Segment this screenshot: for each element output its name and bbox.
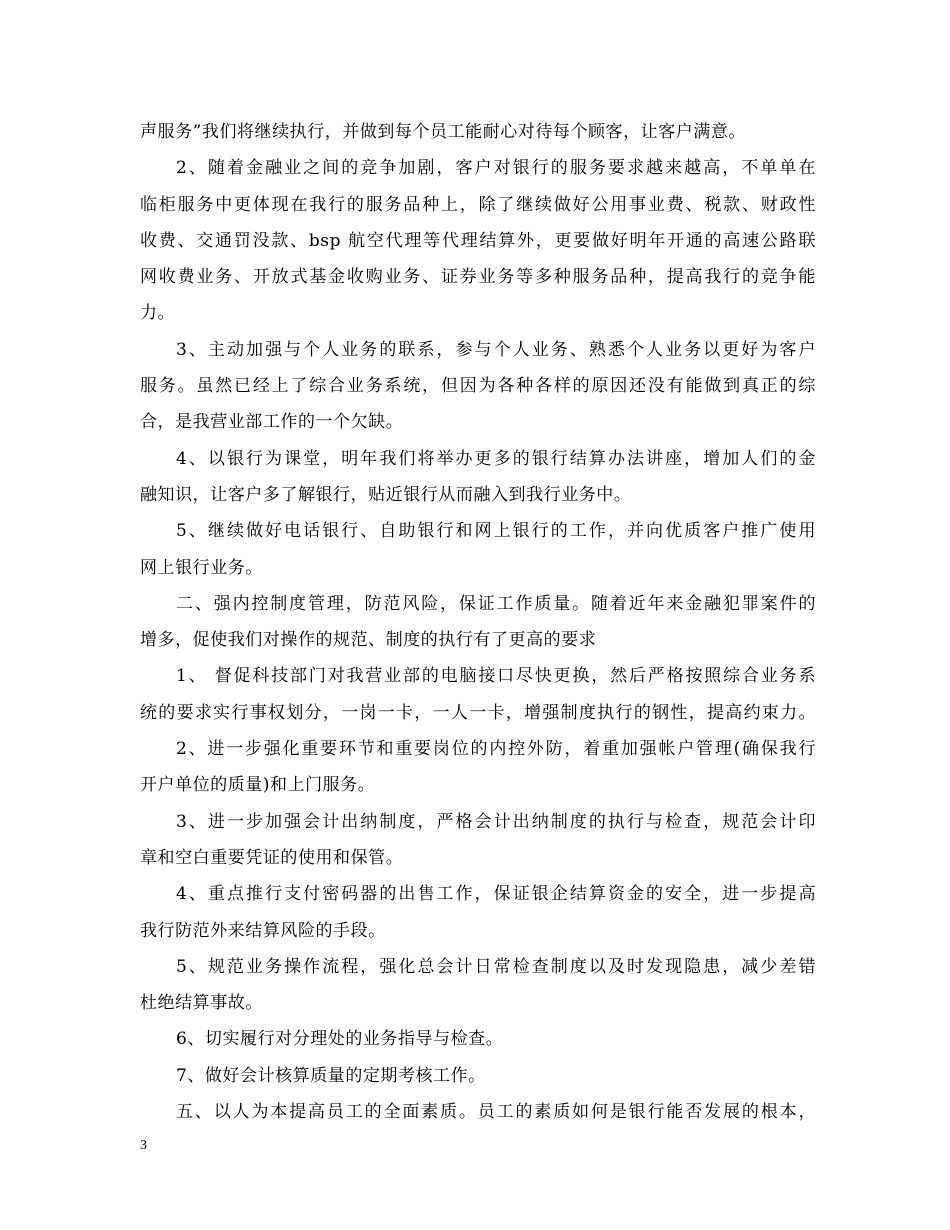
text-line: 4、以银行为课堂，明年我们将举办更多的银行结算办法讲座，增加人们的金 [176,448,816,469]
text-line: 增多，促使我们对操作的规范、制度的执行有了更高的要求 [140,630,597,651]
text-line: 融知识，让客户多了解银行，贴近银行从而融入到我行业务中。 [140,484,632,505]
text-line: 我行防范外来结算风险的手段。 [140,920,386,941]
text-line: 章和空白重要凭证的使用和保管。 [140,847,404,868]
text-line: 五、以人为本提高员工的全面素质。员工的素质如何是银行能否发展的根本， [176,1102,816,1123]
text-line: 杜绝结算事故。 [140,993,263,1014]
text-line: 5、继续做好电话银行、自助银行和网上银行的工作，并向优质客户推广使用 [176,521,816,542]
text-line: 4、重点推行支付密码器的出售工作，保证银企结算资金的安全，进一步提高 [176,884,816,905]
text-line: 网收费业务、开放式基金收购业务、证券业务等多种服务品种，提高我行的竞争能 [140,267,816,288]
text-line: 2、进一步强化重要环节和重要岗位的内控外防，着重加强帐户管理(确保我行 [176,739,816,760]
text-line: 统的要求实行事权划分，一岗一卡，一人一卡，增强制度执行的钢性，提高约束力。 [140,702,816,723]
document-body [140,114,816,1130]
text-line: 收费、交通罚没款、bsp 航空代理等代理结算外，更要做好明年开通的高速公路联 [140,230,816,251]
text-line: 合，是我营业部工作的一个欠缺。 [140,412,404,433]
text-line: 6、切实履行对分理处的业务指导与检查。 [176,1029,504,1050]
text-line: 1、 督促科技部门对我营业部的电脑接口尽快更换，然后严格按照综合业务系 [176,666,816,687]
text-line: 开户单位的质量)和上门服务。 [140,775,376,796]
text-line: 力。 [140,303,176,324]
page-number: 3 [140,1138,147,1153]
text-line: 服务。虽然已经上了综合业务系统，但因为各种各样的原因还没有能做到真正的综 [140,376,816,397]
text-line: 声服务”我们将继续执行，并做到每个员工能耐心对待每个顾客，让客户满意。 [140,122,746,142]
text-line: 2、随着金融业之间的竞争加剧，客户对银行的服务要求越来越高，不单单在 [176,158,816,179]
text-line: 临柜服务中更体现在我行的服务品种上，除了继续做好公用事业费、税款、财政性 [140,194,816,215]
text-line: 5、规范业务操作流程，强化总会计日常检查制度以及时发现隐患，减少差错 [176,956,816,977]
text-line: 3、主动加强与个人业务的联系，参与个人业务、熟悉个人业务以更好为客户 [176,339,816,360]
text-line: 二、强内控制度管理，防范风险，保证工作质量。随着近年来金融犯罪案件的 [176,593,816,614]
text-line: 7、做好会计核算质量的定期考核工作。 [176,1065,486,1086]
text-line: 3、进一步加强会计出纳制度，严格会计出纳制度的执行与检查，规范会计印 [176,811,816,832]
text-line: 网上银行业务。 [140,557,263,578]
